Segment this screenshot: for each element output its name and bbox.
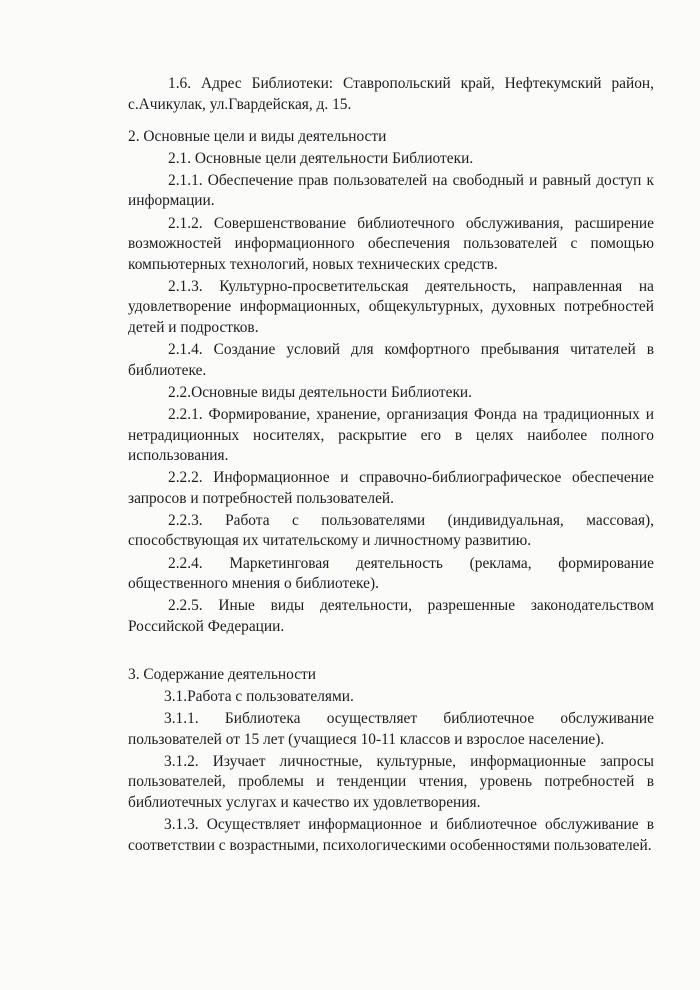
- paragraph-2-2-2: 2.2.2. Информационное и справочно-библиографическое обеспечение запросов и потребностей пользователей.: [128, 469, 654, 507]
- paragraph-2-1-1: 2.1.1. Обеспечение прав пользователей на свободный и равный доступ к информации.: [128, 171, 654, 210]
- document-body: [128, 74, 654, 858]
- paragraph-2-1-2: 2.1.2. Совершенствование библиотечного обслуживания, расширение возможностей информационного обеспечения пользователей с помощью компьютерных технологий, новых технических средств.: [128, 214, 654, 273]
- library-address-paragraph: 1.6. Адрес Библиотеки: Ставропольский край, Нефтекумский район, с.Ачикулак, ул.Гвардейская, д. 15.: [128, 75, 654, 113]
- paragraph-2-1: 2.1. Основные цели деятельности Библиотеки.: [168, 149, 474, 167]
- paragraph-2-2-3: 2.2.3. Работа с пользователями (индивидуальная, массовая), способствующая их читательскому и личностному развитию.: [128, 511, 654, 550]
- paragraph-3-1: 3.1.Работа с пользователями.: [164, 688, 354, 706]
- section-3-heading: 3. Содержание деятельности: [128, 666, 316, 684]
- section-2-heading: 2. Основные цели и виды деятельности: [128, 128, 387, 146]
- paragraph-2-2-1: 2.2.1. Формирование, хранение, организация Фонда на традиционных и нетрадиционных носителях, раскрытие его в целях наиболее полного использования.: [128, 405, 654, 465]
- paragraph-2-2-4: 2.2.4. Маркетинговая деятельность (реклама, формирование общественного мнения о библиотеке).: [128, 554, 654, 593]
- paragraph-2-2-5: 2.2.5. Иные виды деятельности, разрешенные законодательством Российской Федерации.: [128, 597, 654, 635]
- paragraph-2-1-4: 2.1.4. Создание условий для комфортного пребывания читателей в библиотеке.: [128, 341, 654, 379]
- paragraph-3-1-2: 3.1.2. Изучает личностные, культурные, информационные запросы пользователей, проблемы и тенденции чтения, уровень потребностей в библиотечных услугах и качество их удовлетворения.: [128, 752, 654, 811]
- paragraph-3-1-3: 3.1.3. Осуществляет информационное и библиотечное обслуживание в соответствии с возрастными, психологическими особенностями пользователей.: [128, 816, 654, 854]
- paragraph-2-2: 2.2.Основные виды деятельности Библиотеки.: [168, 383, 473, 401]
- paragraph-2-1-3: 2.1.3. Культурно-просветительская деятельность, направленная на удовлетворение информационных, общекультурных, духовных потребностей детей и подростков.: [128, 277, 654, 337]
- paragraph-3-1-1: 3.1.1. Библиотека осуществляет библиотечное обслуживание пользователей от 15 лет (учащиеся 10-11 классов и взрослое население).: [128, 710, 654, 748]
